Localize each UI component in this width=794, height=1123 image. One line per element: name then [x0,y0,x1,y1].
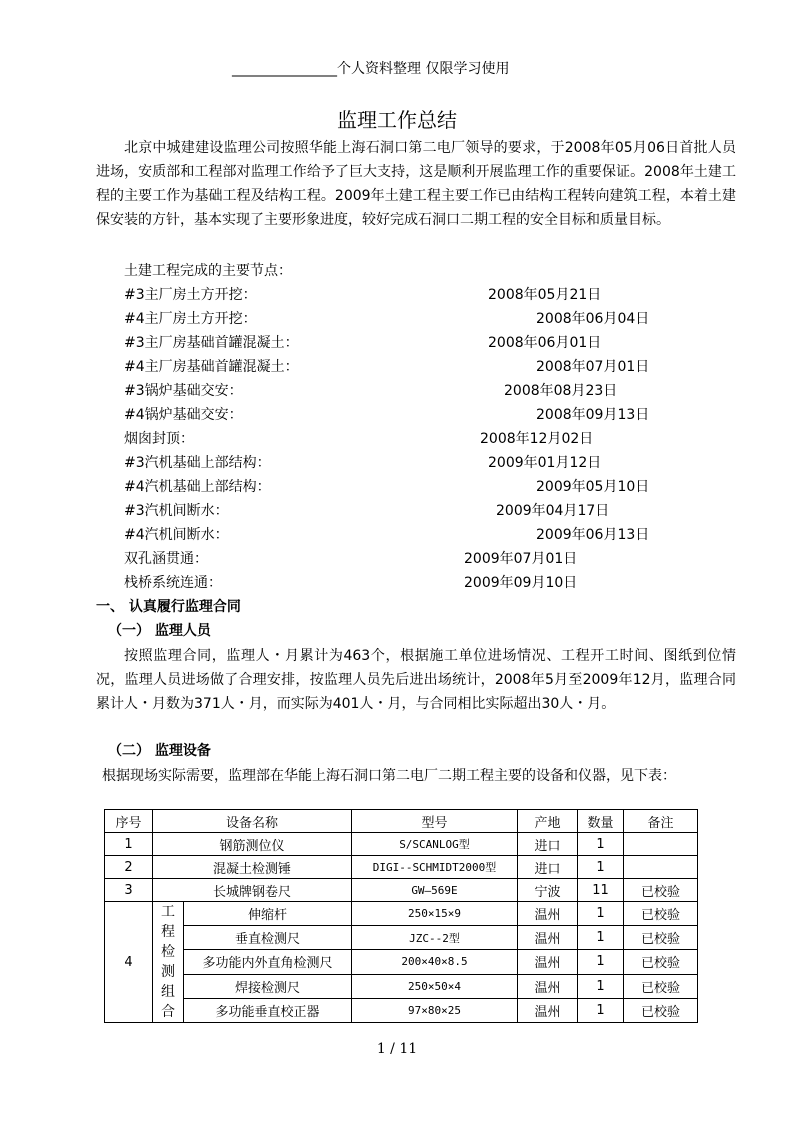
equipment-origin: 温州 [518,974,578,998]
table-header-row [105,810,698,833]
group-label: 工程检测组合 [153,902,184,1023]
table-header: 产地 [518,810,578,833]
page-number: 1 / 11 [376,1041,418,1057]
table-header: 设备名称 [153,810,352,833]
equipment-qty: 1 [578,902,624,926]
milestone-name: #3汽机间断水： [124,503,229,519]
intro-paragraph: 北京中城建建设监理公司按照华能上海石洞口第二电厂领导的要求，于2008年05月06日首批人员进场，安质部和工程部对监理工作给予了巨大支持，这是顺利开展监理工作的重要保证。2008年土建工程的主要工作为基础工程及结构工程。2009年土建工程主要工作已由结构工程转向建筑工程，本着土建保安装的方针，基本实现了主要形象进度，较好完成石洞口二期工程的安全目标和质量目标。 [96,140,736,228]
equipment-paragraph: 根据现场实际需要，监理部在华能上海石洞口第二电厂二期工程主要的设备和仪器，见下表： [102,768,676,784]
equipment-model: 200×40×8.5 [352,950,518,974]
equipment-origin: 进口 [518,833,578,856]
milestone-name: #4锅炉基础交安： [124,407,243,423]
equipment-model: 97×80×25 [352,998,518,1022]
table-row [105,902,698,926]
equipment-table [104,809,698,1023]
document-title: 监理工作总结 [337,108,457,132]
table-row [105,926,698,950]
subsection-heading: （一） 监理人员 [108,623,211,639]
equipment-qty: 1 [578,926,624,950]
table-header: 型号 [352,810,518,833]
row-number: 3 [105,879,153,902]
milestone-date: 2009年01月12日 [488,455,602,471]
equipment-name: 焊接检测尺 [184,974,352,998]
equipment-model: 250×15×9 [352,902,518,926]
milestones-title: 土建工程完成的主要节点： [124,263,292,279]
row-number: 1 [105,833,153,856]
milestone-date: 2008年05月21日 [488,287,602,303]
table-header: 序号 [105,810,153,833]
table-row [105,879,698,902]
equipment-origin: 温州 [518,998,578,1022]
milestone-name: #3主厂房基础首罐混凝土： [124,335,299,351]
equipment-name: 垂直检测尺 [184,926,352,950]
equipment-note: 已校验 [624,879,698,902]
equipment-note [624,856,698,879]
equipment-model: JZC--2型 [352,926,518,950]
milestone-date: 2008年06月01日 [488,335,602,351]
equipment-note: 已校验 [624,998,698,1022]
section-heading: 一、 认真履行监理合同 [96,599,241,615]
row-number: 4 [105,902,153,1023]
milestone-date: 2009年04月17日 [496,503,610,519]
equipment-note: 已校验 [624,902,698,926]
table-row [105,974,698,998]
milestone-name: 双孔涵贯通： [124,551,208,567]
equipment-origin: 温州 [518,950,578,974]
equipment-note: 已校验 [624,950,698,974]
equipment-name: 多功能内外直角检测尺 [184,950,352,974]
milestone-date: 2008年08月23日 [504,383,618,399]
table-row [105,856,698,879]
equipment-name: 多功能垂直校正器 [184,998,352,1022]
milestone-name: #4主厂房土方开挖： [124,311,257,327]
subsection-heading: （二） 监理设备 [108,743,211,759]
milestone-date: 2009年07月01日 [464,551,578,567]
equipment-name: 混凝土检测锤 [153,856,352,879]
equipment-model: DIGI--SCHMIDT2000型 [352,856,518,879]
equipment-origin: 温州 [518,926,578,950]
table-row [105,833,698,856]
table-header: 备注 [624,810,698,833]
table-row [105,950,698,974]
milestone-date: 2008年12月02日 [480,431,594,447]
equipment-name: 钢筋测位仪 [153,833,352,856]
milestone-name: 烟囱封顶： [124,431,194,447]
row-number: 2 [105,856,153,879]
equipment-note [624,833,698,856]
milestone-date: 2008年06月04日 [536,311,650,327]
equipment-model: S/SCANLOG型 [352,833,518,856]
equipment-note: 已校验 [624,974,698,998]
milestone-date: 2009年06月13日 [536,527,650,543]
milestone-date: 2008年09月13日 [536,407,650,423]
milestone-name: 栈桥系统连通： [124,575,222,591]
equipment-origin: 进口 [518,856,578,879]
equipment-qty: 1 [578,950,624,974]
page-header: _______________个人资料整理 仅限学习使用 [232,61,510,77]
milestone-date: 2008年07月01日 [536,359,650,375]
equipment-qty: 1 [578,833,624,856]
table-header: 数量 [578,810,624,833]
milestone-name: #4汽机间断水： [124,527,229,543]
equipment-name: 长城牌钢卷尺 [153,879,352,902]
milestone-name: #4主厂房基础首罐混凝土： [124,359,299,375]
milestone-name: #4汽机基础上部结构： [124,479,271,495]
equipment-model: 250×50×4 [352,974,518,998]
equipment-qty: 1 [578,998,624,1022]
equipment-origin: 温州 [518,902,578,926]
table-row [105,998,698,1022]
staff-paragraph: 按照监理合同，监理人・月累计为463个，根据施工单位进场情况、工程开工时间、图纸到位情况，监理人员进场做了合理安排，按监理人员先后进出场统计，2008年5月至2009年12月，监理合同累计人・月数为371人・月，而实际为401人・月，与合同相比实际超出30人・月。 [96,648,736,712]
milestone-name: #3主厂房土方开挖： [124,287,257,303]
equipment-model: GW—569E [352,879,518,902]
milestone-name: #3锅炉基础交安： [124,383,243,399]
equipment-note: 已校验 [624,926,698,950]
milestone-date: 2009年09月10日 [464,575,578,591]
equipment-qty: 11 [578,879,624,902]
equipment-qty: 1 [578,856,624,879]
equipment-qty: 1 [578,974,624,998]
milestone-name: #3汽机基础上部结构： [124,455,271,471]
milestone-date: 2009年05月10日 [536,479,650,495]
equipment-name: 伸缩杆 [184,902,352,926]
equipment-origin: 宁波 [518,879,578,902]
